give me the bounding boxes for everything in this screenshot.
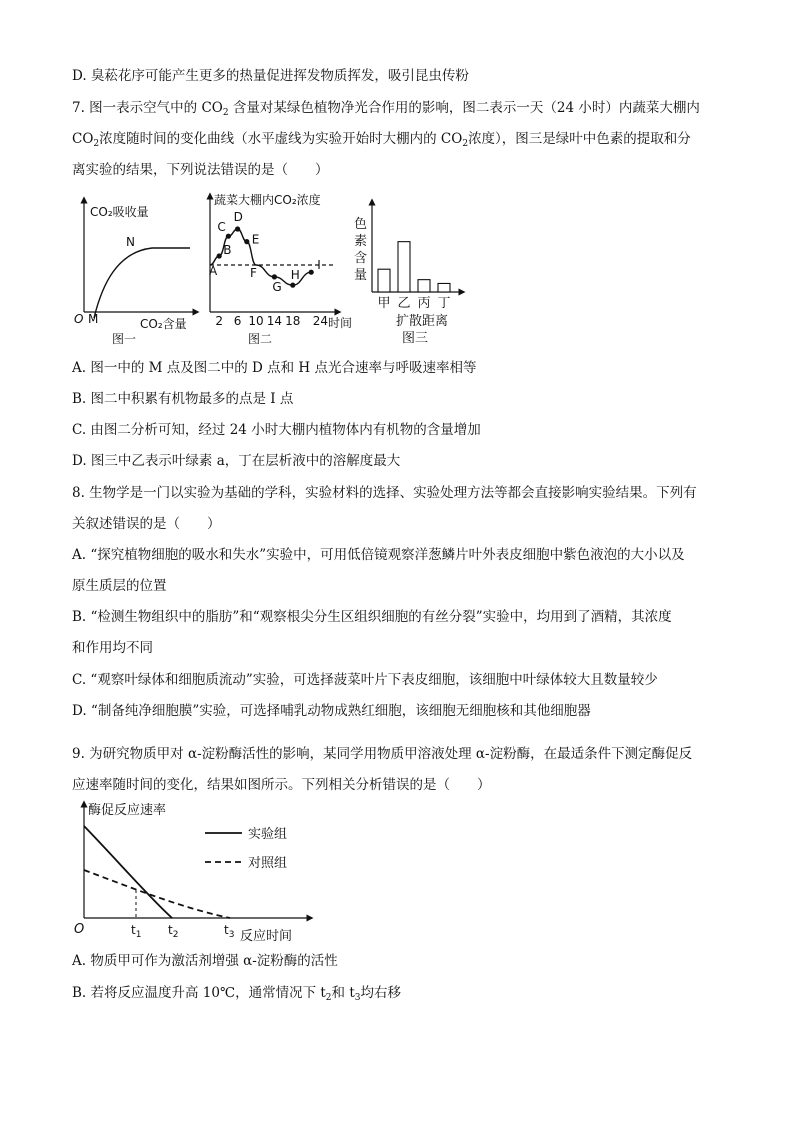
q9-experimental-curve (84, 826, 172, 918)
q9-tick-t2: $t_2$ (168, 923, 179, 940)
q9-tick-t1: $t_1$ (131, 923, 142, 940)
q9-tick-t3: $t_3$ (224, 923, 235, 940)
fig2-point-e (244, 239, 249, 244)
fig3-bar-4 (438, 283, 450, 292)
fig2-tick-2: 2 (215, 314, 224, 328)
figure-2 (198, 190, 368, 350)
fig3-caption: 图三 (402, 331, 429, 346)
fig2-point-c (226, 234, 231, 239)
fig2-point-g (272, 274, 277, 279)
fig1-ylabel: CO₂吸收量 (90, 205, 149, 219)
fig3-bar-2 (398, 242, 410, 292)
fig2-point-label-c: C (217, 220, 226, 235)
fig2-point-label-h: H (290, 268, 300, 283)
q8-option-a-line-2: 原生质层的位置 (72, 578, 167, 594)
q7-option-c: C. 由图二分析可知，经过 24 小时大棚内植物体内有机物的含量增加 (72, 422, 481, 438)
fig3-xlabel: 扩散距离 (396, 314, 449, 329)
q7-option-b: B. 图二中积累有机物最多的点是 I 点 (72, 391, 294, 407)
q7-stem-line-3: 离实验的结果，下列说法错误的是（ ） (72, 162, 329, 178)
q9-origin: O (74, 922, 85, 937)
fig1-curve (94, 248, 190, 318)
figure-3 (350, 190, 470, 350)
fig3-category-2: 乙 (397, 296, 411, 311)
figure-1 (72, 190, 202, 350)
q9-ylabel: 酶促反应速率 (88, 803, 167, 818)
fig1-point-n: N (126, 235, 135, 249)
q8-option-d: D. “制备纯净细胞膜”实验，可选择哺乳动物成熟红细胞，该细胞无细胞核和其他细胞器 (72, 703, 591, 719)
q6-option-d: D. 臭菘花序可能产生更多的热量促进挥发物质挥发，吸引昆虫传粉 (72, 68, 469, 84)
fig2-title: 蔬菜大棚内CO₂浓度 (214, 193, 321, 207)
q8-option-b-line-2: 和作用均不同 (72, 640, 153, 656)
fig2-point-label-a: A (209, 264, 218, 278)
fig1-caption: 图一 (112, 332, 137, 346)
fig3-category-1: 甲 (377, 296, 391, 311)
q7-option-a: A. 图一中的 M 点及图二中的 D 点和 H 点光合速率与呼吸速率相等 (72, 360, 477, 376)
q7-stem-line-1: 7. 图一表示空气中的 $CO_2$ 含量对某绿色植物净光合作用的影响，图二表示一天（24 小时）内蔬菜大棚内 (72, 100, 700, 118)
fig3-bar-1 (378, 269, 390, 292)
q8-stem-line-2: 关叙述错误的是（ ） (72, 516, 221, 532)
q7-stem-line-2: $CO_2$浓度随时间的变化曲线（水平虚线为实验开始时大棚内的 $CO_2$浓度），图三是绿叶中色素的提取和分 (72, 131, 691, 149)
q9-option-a: A. 物质甲可作为激活剂增强 α-淀粉酶的活性 (72, 953, 338, 969)
fig3-ylabel: 色素含量 (354, 217, 368, 283)
fig1-origin: O (74, 312, 84, 326)
q9-legend-solid-label: 实验组 (248, 827, 288, 842)
fig3-category-3: 丙 (417, 296, 431, 311)
fig3-bar-3 (418, 280, 430, 292)
q9-control-curve (84, 870, 230, 918)
fig2-tick-24: 24 (312, 314, 329, 328)
fig3-category-4: 丁 (437, 296, 451, 311)
q9-figure (72, 800, 312, 945)
q8-option-b-line-1: B. “检测生物组织中的脂肪”和“观察根尖分生区组织细胞的有丝分裂”实验中，均用到了酒精，其浓度 (72, 609, 672, 625)
fig1-point-m: M (88, 312, 99, 326)
q9-legend-dashed-label: 对照组 (248, 856, 288, 871)
fig2-tick-6: 6 (233, 314, 242, 328)
q9-stem-line-1: 9. 为研究物质甲对 α-淀粉酶活性的影响，某同学用物质甲溶液处理 α-淀粉酶，在最适条件下测定酶促反 (72, 746, 693, 762)
q9-option-b: B. 若将反应温度升高 10℃，通常情况下 $t_2$和 $t_3$均右移 (72, 985, 401, 1003)
q8-option-a-line-1: A. “探究植物细胞的吸水和失水”实验中，可用低倍镜观察洋葱鳞片叶外表皮细胞中紫色液泡的大小以及 (72, 547, 685, 563)
fig1-xlabel: CO₂含量 (140, 317, 187, 331)
fig2-point-i (309, 270, 314, 275)
fig2-caption: 图二 (248, 332, 273, 346)
fig2-point-label-d: D (233, 210, 243, 224)
fig2-point-label-e: E (251, 232, 260, 247)
q8-stem-line-1: 8. 生物学是一门以实验为基础的学科，实验材料的选择、实验处理方法等都会直接影响实验结果。下列有 (72, 485, 697, 501)
fig2-point-label-i: I (317, 258, 321, 273)
q9-stem-line-2: 应速率随时间的变化，结果如图所示。下列相关分析错误的是（ ） (72, 777, 491, 793)
fig2-tick-18: 18 (285, 314, 301, 328)
fig2-tick-10: 10 (248, 314, 264, 328)
fig2-point-d (235, 226, 240, 231)
fig2-point-label-g: G (272, 279, 282, 294)
fig2-point-b (217, 253, 222, 258)
fig2-tick-14: 14 (266, 314, 283, 328)
fig2-xlabel: 时间 (328, 316, 353, 330)
q8-option-c: C. “观察叶绿体和细胞质流动”实验，可选择菠菜叶片下表皮细胞，该细胞中叶绿体较大且数量较少 (72, 672, 658, 688)
fig2-point-label-f: F (250, 266, 257, 280)
fig2-point-label-b: B (223, 243, 232, 257)
q9-xlabel: 反应时间 (240, 929, 293, 944)
q7-option-d: D. 图三中乙表示叶绿素 a，丁在层析液中的溶解度最大 (72, 453, 401, 469)
fig2-point-h (290, 283, 295, 288)
